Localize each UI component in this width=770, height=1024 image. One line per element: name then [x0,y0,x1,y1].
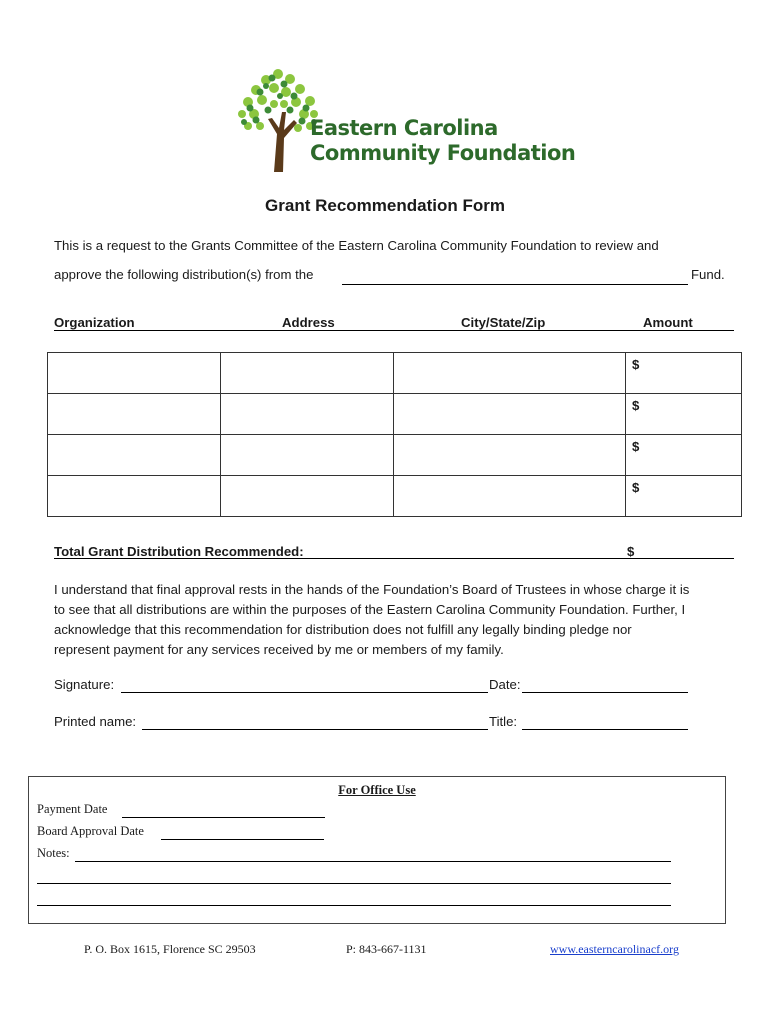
signature-field[interactable] [121,692,488,693]
total-amount-field[interactable] [54,558,734,559]
acknowledgement-line: represent payment for any services received by me or members of my family. [54,642,504,657]
address-cell[interactable] [221,394,394,435]
organization-cell[interactable] [48,435,221,476]
table-row [48,476,742,517]
dollar-sign: $ [632,398,640,413]
header-city-state-zip: City/State/Zip [461,315,546,330]
header-organization: Organization [54,315,135,330]
distribution-table [47,352,742,517]
table-row [48,435,742,476]
date-label: Date: [489,677,521,692]
intro-line-1: This is a request to the Grants Committee of the Eastern Carolina Community Foundation to review and [54,238,659,253]
logo-line-2: Community Foundation [310,141,576,165]
fund-word: Fund. [691,267,725,282]
header-address: Address [282,315,335,330]
amount-cell[interactable] [626,353,742,394]
footer-phone: P: 843-667-1131 [346,942,427,956]
amount-cell[interactable] [626,476,742,517]
acknowledgement-line: I understand that final approval rests in the hands of the Foundation’s Board of Trustees in whose charge it is [54,582,690,597]
notes-field-line-1[interactable] [75,861,671,862]
footer-address: P. O. Box 1615, Florence SC 29503 [84,942,256,956]
dollar-sign: $ [632,439,640,454]
printed-name-field[interactable] [142,729,488,730]
city-state-zip-cell[interactable] [394,476,626,517]
address-cell[interactable] [221,476,394,517]
logo-line-1: Eastern Carolina [310,116,498,140]
dollar-sign: $ [632,480,640,495]
intro-line-2: approve the following distribution(s) from the [54,267,314,282]
dollar-sign: $ [632,357,640,372]
printed-name-label: Printed name: [54,714,137,729]
header-amount: Amount [643,315,693,330]
signature-label: Signature: [54,677,115,692]
payment-date-label: Payment Date [37,802,108,816]
acknowledgement-line: to see that all distributions are within the purposes of the Eastern Carolina Community Foundation. Further, I [54,602,686,617]
table-row [48,353,742,394]
organization-cell[interactable] [48,476,221,517]
address-cell[interactable] [221,353,394,394]
acknowledgement-line: acknowledge that this recommendation for distribution does not fulfill any legally binding pledge nor [54,622,632,637]
amount-cell[interactable] [626,394,742,435]
fund-name-field[interactable] [342,284,688,285]
total-label: Total Grant Distribution Recommended: [54,544,304,559]
footer-website-link[interactable]: www.easterncarolinacf.org [550,942,679,956]
title-field[interactable] [522,729,688,730]
office-use-box [28,776,726,924]
board-approval-label: Board Approval Date [37,824,144,838]
foundation-logo [228,64,576,174]
title-label: Title: [489,714,518,729]
amount-cell[interactable] [626,435,742,476]
board-approval-field[interactable] [161,839,324,840]
acknowledgement-paragraph [54,580,744,660]
city-state-zip-cell[interactable] [394,394,626,435]
date-field[interactable] [522,692,688,693]
address-cell[interactable] [221,435,394,476]
total-dollar-sign: $ [627,544,635,559]
city-state-zip-cell[interactable] [394,435,626,476]
form-title: Grant Recommendation Form [265,196,505,215]
header-underline [54,330,734,331]
payment-date-field[interactable] [122,817,325,818]
notes-field-line-2[interactable] [37,883,671,884]
notes-label: Notes: [37,846,70,860]
notes-field-line-3[interactable] [37,905,671,906]
city-state-zip-cell[interactable] [394,353,626,394]
organization-cell[interactable] [48,394,221,435]
organization-cell[interactable] [48,353,221,394]
table-row [48,394,742,435]
office-use-heading: For Office Use [338,783,416,797]
